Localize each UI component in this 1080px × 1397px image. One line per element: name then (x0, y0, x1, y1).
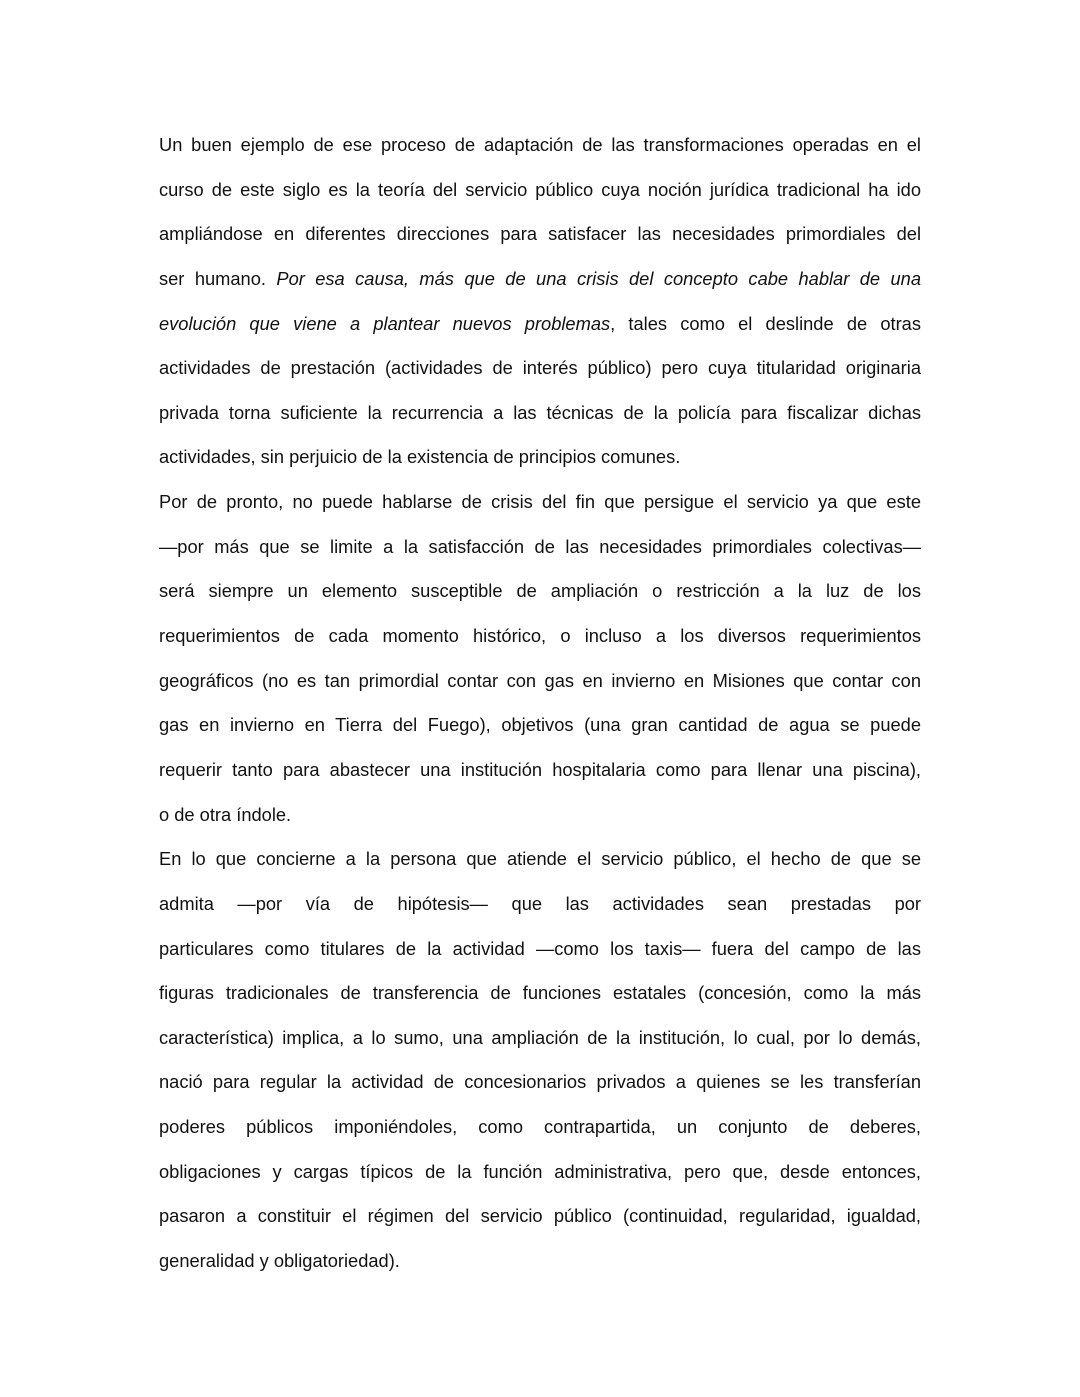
text-line: nació para regular la actividad de concesionarios privados a quienes se les transferían (159, 1071, 921, 1093)
text-line: curso de este siglo es la teoría del servicio público cuya noción jurídica tradicional ha ido (159, 178, 921, 200)
text-line: particulares como titulares de la actividad —como los taxis— fuera del campo de las (159, 937, 921, 959)
paragraph-3 (159, 837, 921, 1283)
text-line: privada torna suficiente la recurrencia a las técnicas de la policía para fiscalizar dichas (159, 401, 921, 423)
text-run: ser humano. (159, 267, 277, 289)
text-line: característica) implica, a lo sumo, una ampliación de la institución, lo cual, por lo demás, (159, 1026, 921, 1048)
text-line: requerimientos de cada momento histórico, o incluso a los diversos requerimientos (159, 625, 921, 647)
text-line (159, 257, 921, 302)
text-line: será siempre un elemento susceptible de ampliación o restricción a la luz de los (159, 580, 921, 602)
document-page (159, 123, 921, 1284)
text-line: En lo que concierne a la persona que atiende el servicio público, el hecho de que se (159, 848, 921, 870)
text-line: o de otra índole. (159, 803, 292, 825)
text-line: —por más que se limite a la satisfacción de las necesidades primordiales colectivas— (159, 535, 921, 557)
text-line: figuras tradicionales de transferencia de funciones estatales (concesión, como la más (159, 982, 921, 1004)
text-line: generalidad y obligatoriedad). (159, 1250, 400, 1272)
text-line: actividades de prestación (actividades de interés público) pero cuya titularidad originaria (159, 357, 921, 379)
text-line: actividades, sin perjuicio de la existencia de principios comunes. (159, 446, 681, 468)
text-line: obligaciones y cargas típicos de la función administrativa, pero que, desde entonces, (159, 1160, 921, 1182)
text-line: ampliándose en diferentes direcciones para satisfacer las necesidades primordiales del (159, 223, 921, 245)
paragraph-2 (159, 480, 921, 837)
text-line: admita —por vía de hipótesis— que las actividades sean prestadas por (159, 892, 921, 914)
text-line: Por de pronto, no puede hablarse de crisis del fin que persigue el servicio ya que este (159, 491, 921, 513)
italic-text-run: evolución que viene a plantear nuevos problemas (159, 312, 611, 334)
text-line: requerir tanto para abastecer una institución hospitalaria como para llenar una piscina), (159, 758, 921, 780)
text-line (159, 302, 921, 347)
text-line: Un buen ejemplo de ese proceso de adaptación de las transformaciones operadas en el (159, 134, 921, 155)
text-line: gas en invierno en Tierra del Fuego), objetivos (una gran cantidad de agua se puede (159, 714, 921, 736)
text-line: geográficos (no es tan primordial contar con gas en invierno en Misiones que contar con (159, 669, 921, 691)
paragraph-1 (159, 123, 921, 480)
text-line: poderes públicos imponiéndoles, como contrapartida, un conjunto de deberes, (159, 1116, 921, 1138)
italic-text-run: Por esa causa, más que de una crisis del concepto cabe hablar de una (276, 267, 921, 289)
text-line: pasaron a constituir el régimen del servicio público (continuidad, regularidad, igualdad, (159, 1205, 921, 1227)
text-run: , tales como el deslinde de otras (610, 312, 921, 334)
